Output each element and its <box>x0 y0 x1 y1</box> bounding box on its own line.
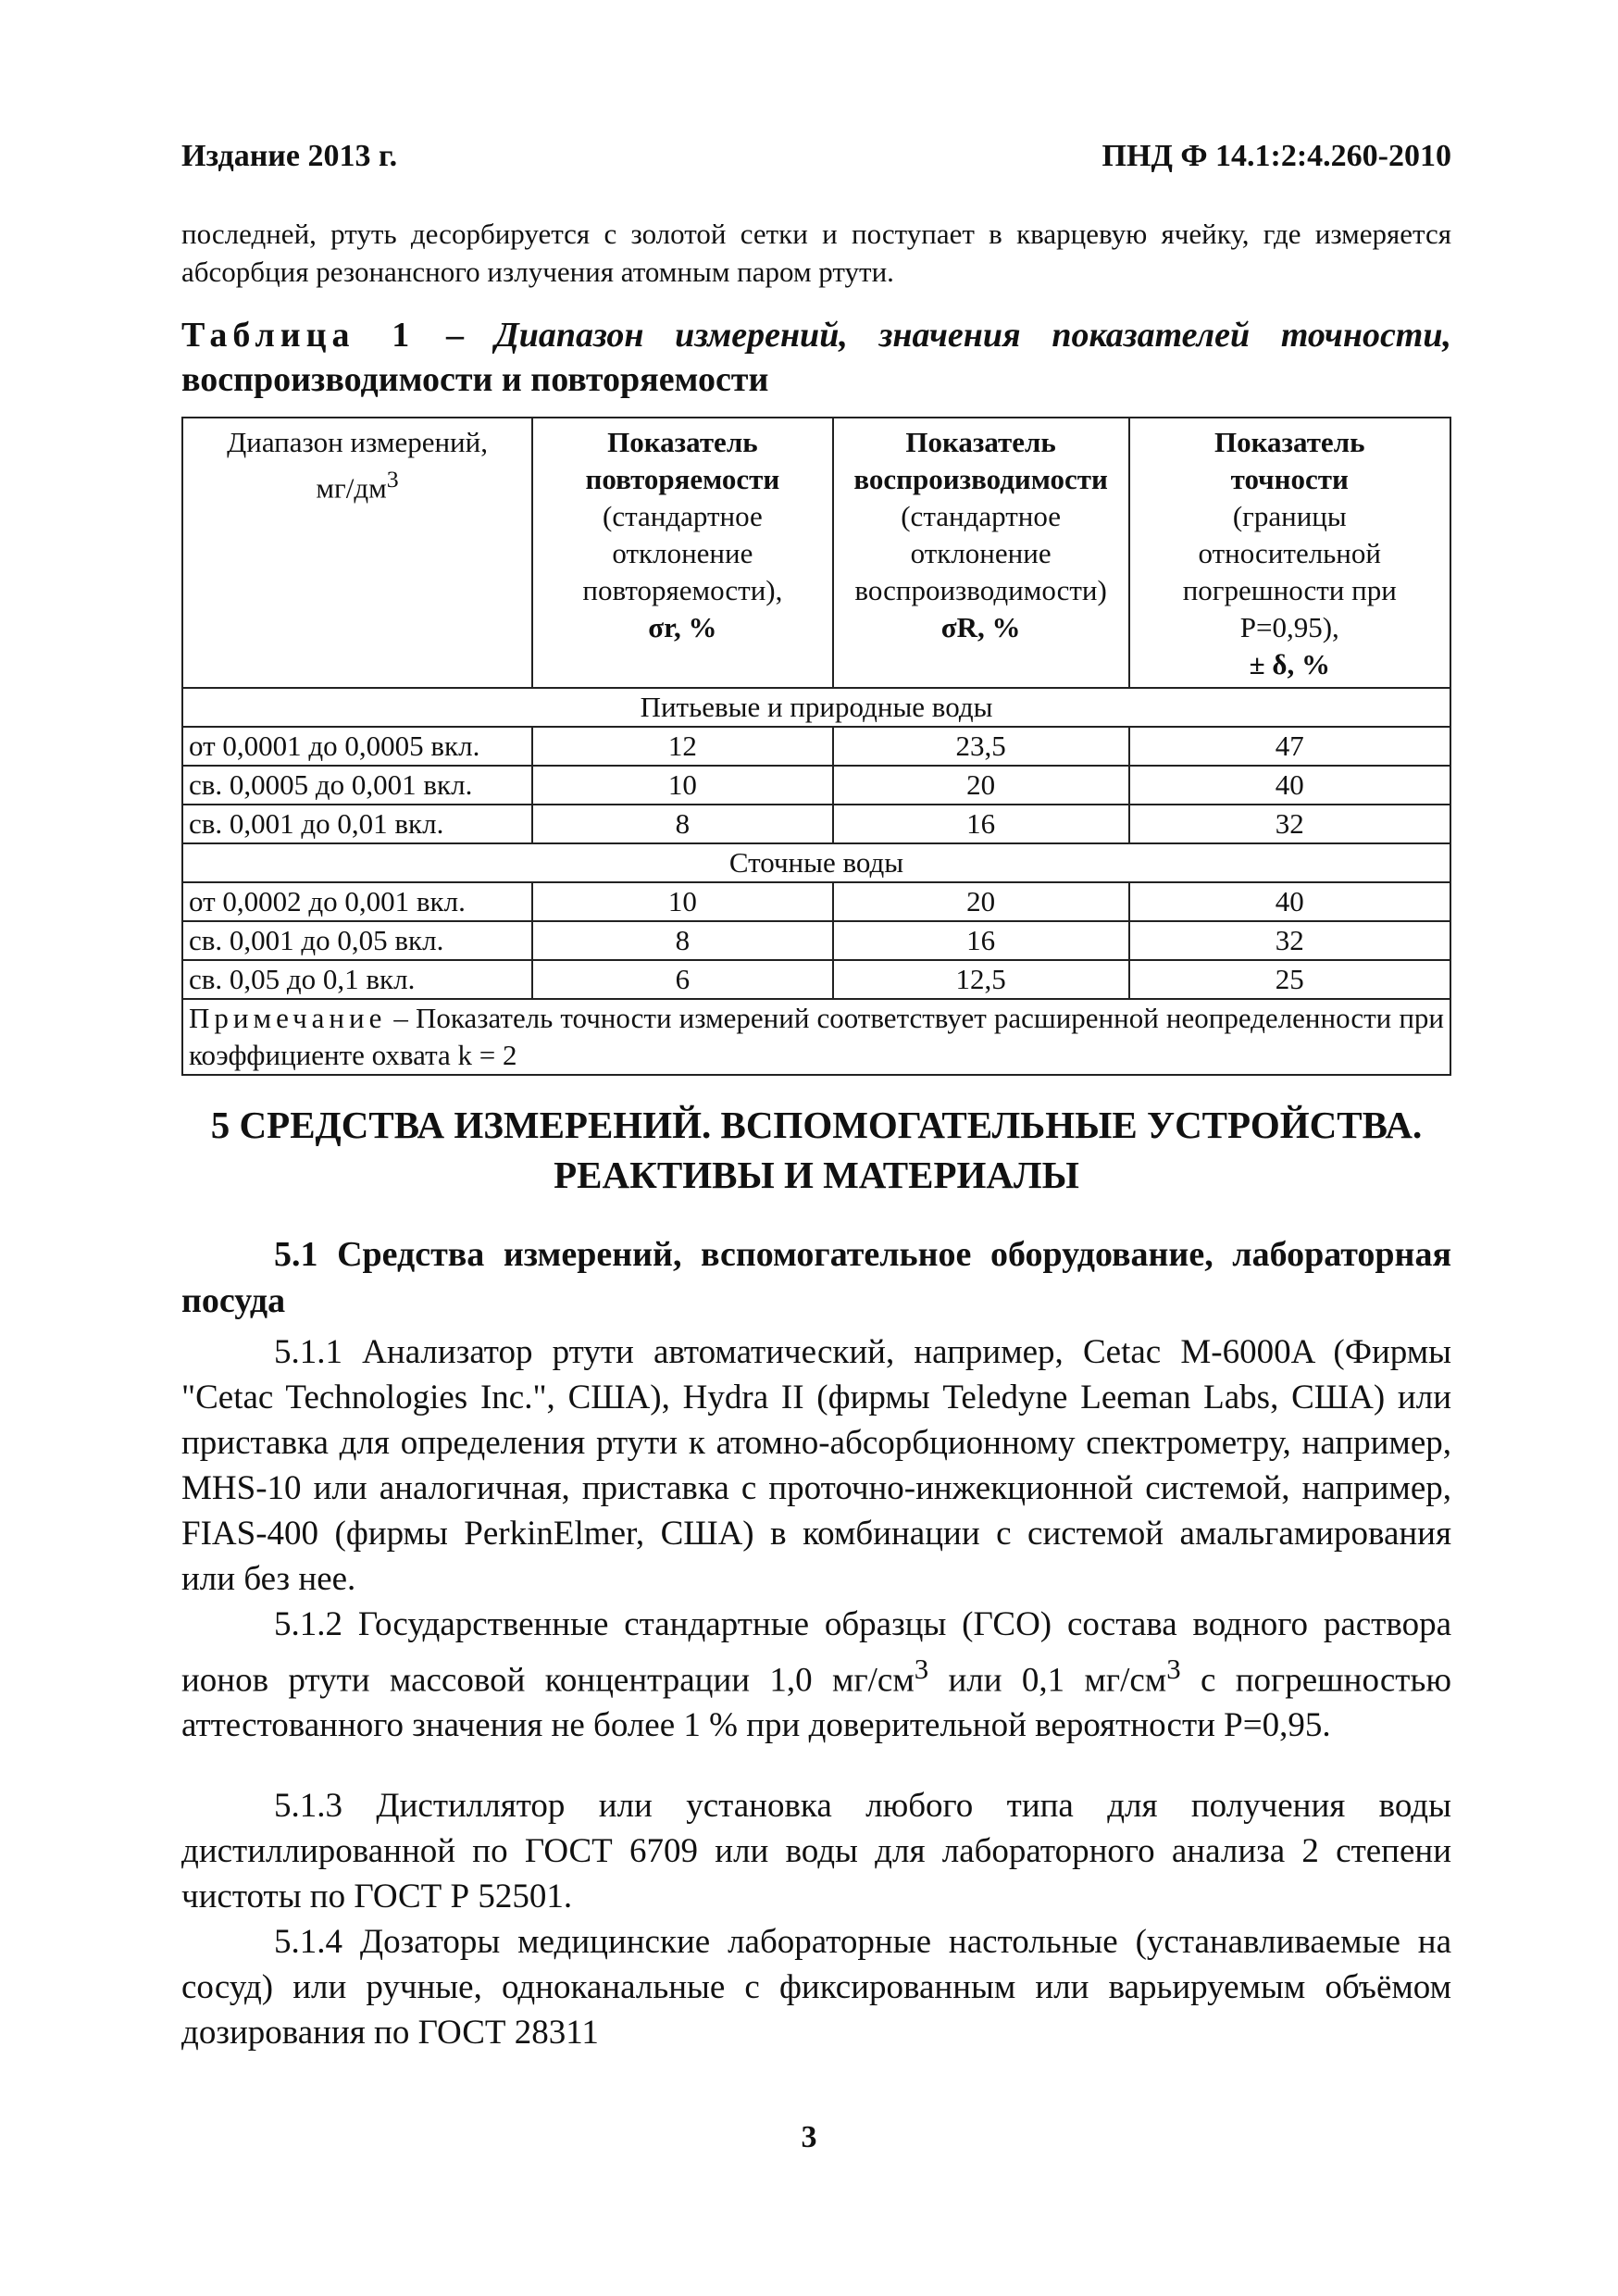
accuracy-cell: 40 <box>1129 766 1450 805</box>
table-row <box>182 805 1450 843</box>
repeatability-cell: 8 <box>532 921 833 960</box>
note-label: Примечание <box>189 1002 387 1034</box>
reproducibility-cell: 16 <box>833 921 1129 960</box>
accuracy-cell: 25 <box>1129 960 1450 999</box>
paragraph-5-1-1: 5.1.1 Анализатор ртути автоматический, например, Cetac M-6000A (Фирмы "Cetac Technologies Inc.", США), Hydra II (фирмы Teledyne Leeman Labs, США) или приставка для определения ртути к атомно-абсорбционному спектрометру, например, MHS-10 или аналогичная, приставка с проточно-инжекционной системой, например, FIAS-400 (фирмы PerkinElmer, США) в комбинации с системой амальгамирования или без нее. <box>181 1333 1451 1598</box>
table-note-row <box>182 999 1450 1075</box>
section-5-line1: 5 СРЕДСТВА ИЗМЕРЕНИЙ. ВСПОМОГАТЕЛЬНЫЕ УСТРОЙСТВА. <box>210 1104 1423 1146</box>
range-cell: св. 0,001 до 0,05 вкл. <box>182 921 532 960</box>
table-row <box>182 727 1450 766</box>
repeatability-cell: 10 <box>532 766 833 805</box>
page-number: 3 <box>801 2120 817 2154</box>
section-row-wastewater <box>182 843 1450 882</box>
table-caption <box>181 313 1451 402</box>
accuracy-cell: 47 <box>1129 727 1450 766</box>
table-note <box>182 999 1450 1075</box>
reproducibility-cell: 20 <box>833 882 1129 921</box>
header-range: Диапазон измерений, $мг/дм^3$ <box>182 418 532 688</box>
reproducibility-cell: 16 <box>833 805 1129 843</box>
header-repeatability: Показатель повторяемости (стандартное отклонение повторяемости), σr, % <box>532 418 833 688</box>
range-cell: св. 0,05 до 0,1 вкл. <box>182 960 532 999</box>
reproducibility-cell: 20 <box>833 766 1129 805</box>
accuracy-cell: 40 <box>1129 882 1450 921</box>
table-row <box>182 960 1450 999</box>
repeatability-cell: 8 <box>532 805 833 843</box>
paragraph-5-1-2: 5.1.2 Государственные стандартные образцы (ГСО) состава водного раствора ионов ртути массовой концентрации 1,0 $мг/см^3$ или 0,1 $мг/см^3$ с погрешностью аттестованного значения не более 1 % при доверительной вероятности P=0,95. <box>181 1605 1451 1745</box>
header-accuracy: Показатель точности (границы относительной погрешности при P=0,95), ± δ, % <box>1129 418 1450 688</box>
table-caption-dash: – <box>415 316 495 355</box>
edition-header: Издание 2013 г. <box>181 139 398 173</box>
document-code-header: ПНД Ф 14.1:2:4.260-2010 <box>1101 139 1451 173</box>
accuracy-cell: 32 <box>1129 921 1450 960</box>
measurement-table <box>181 417 1451 1076</box>
header-reproducibility: Показатель воспроизводимости (стандартное отклонение воспроизводимости) σR, % <box>833 418 1129 688</box>
section-5-line2: РЕАКТИВЫ И МАТЕРИАЛЫ <box>554 1154 1079 1196</box>
table-label: Таблица 1 <box>181 316 416 355</box>
table-title-line2: воспроизводимости и повторяемости <box>181 360 769 399</box>
accuracy-cell: 32 <box>1129 805 1450 843</box>
table-row <box>182 766 1450 805</box>
range-cell: от 0,0001 до 0,0005 вкл. <box>182 727 532 766</box>
range-cell: от 0,0002 до 0,001 вкл. <box>182 882 532 921</box>
range-cell: св. 0,001 до 0,01 вкл. <box>182 805 532 843</box>
reproducibility-cell: 23,5 <box>833 727 1129 766</box>
section-5-heading <box>181 1100 1451 1200</box>
section-label: Питьевые и природные воды <box>182 688 1450 727</box>
paragraph-5-1-3: 5.1.3 Дистиллятор или установка любого типа для получения воды дистиллированной по ГОСТ 6709 или воды для лабораторного анализа 2 степени чистоты по ГОСТ Р 52501. <box>181 1787 1451 1915</box>
reproducibility-cell: 12,5 <box>833 960 1129 999</box>
repeatability-cell: 6 <box>532 960 833 999</box>
paragraph-5-1-4: 5.1.4 Дозаторы медицинские лабораторные настольные (устанавливаемые на сосуд) или ручные, одноканальные с фиксированным или варьируемым объёмом дозирования по ГОСТ 28311 <box>181 1923 1451 2052</box>
table-row <box>182 882 1450 921</box>
section-label: Сточные воды <box>182 843 1450 882</box>
table-row <box>182 921 1450 960</box>
note-text: – Показатель точности измерений соответствует расширенной неопределенности при коэффициенте охвата k = 2 <box>189 1002 1444 1071</box>
table-header-row <box>182 418 1450 688</box>
table-caption-line1 <box>181 313 1451 357</box>
intro-paragraph: последней, ртуть десорбируется с золотой сетки и поступает в кварцевую ячейку, где измеряется абсорбция резонансного излучения атомным паром ртути. <box>181 218 1451 288</box>
range-cell: св. 0,0005 до 0,001 вкл. <box>182 766 532 805</box>
section-row-drinking-water <box>182 688 1450 727</box>
subsection-5-1-heading: 5.1 Средства измерений, вспомогательное оборудование, лабораторная посуда <box>181 1235 1451 1320</box>
repeatability-cell: 10 <box>532 882 833 921</box>
table-title-line1: Диапазон измерений, значения показателей точности, <box>494 316 1452 355</box>
repeatability-cell: 12 <box>532 727 833 766</box>
